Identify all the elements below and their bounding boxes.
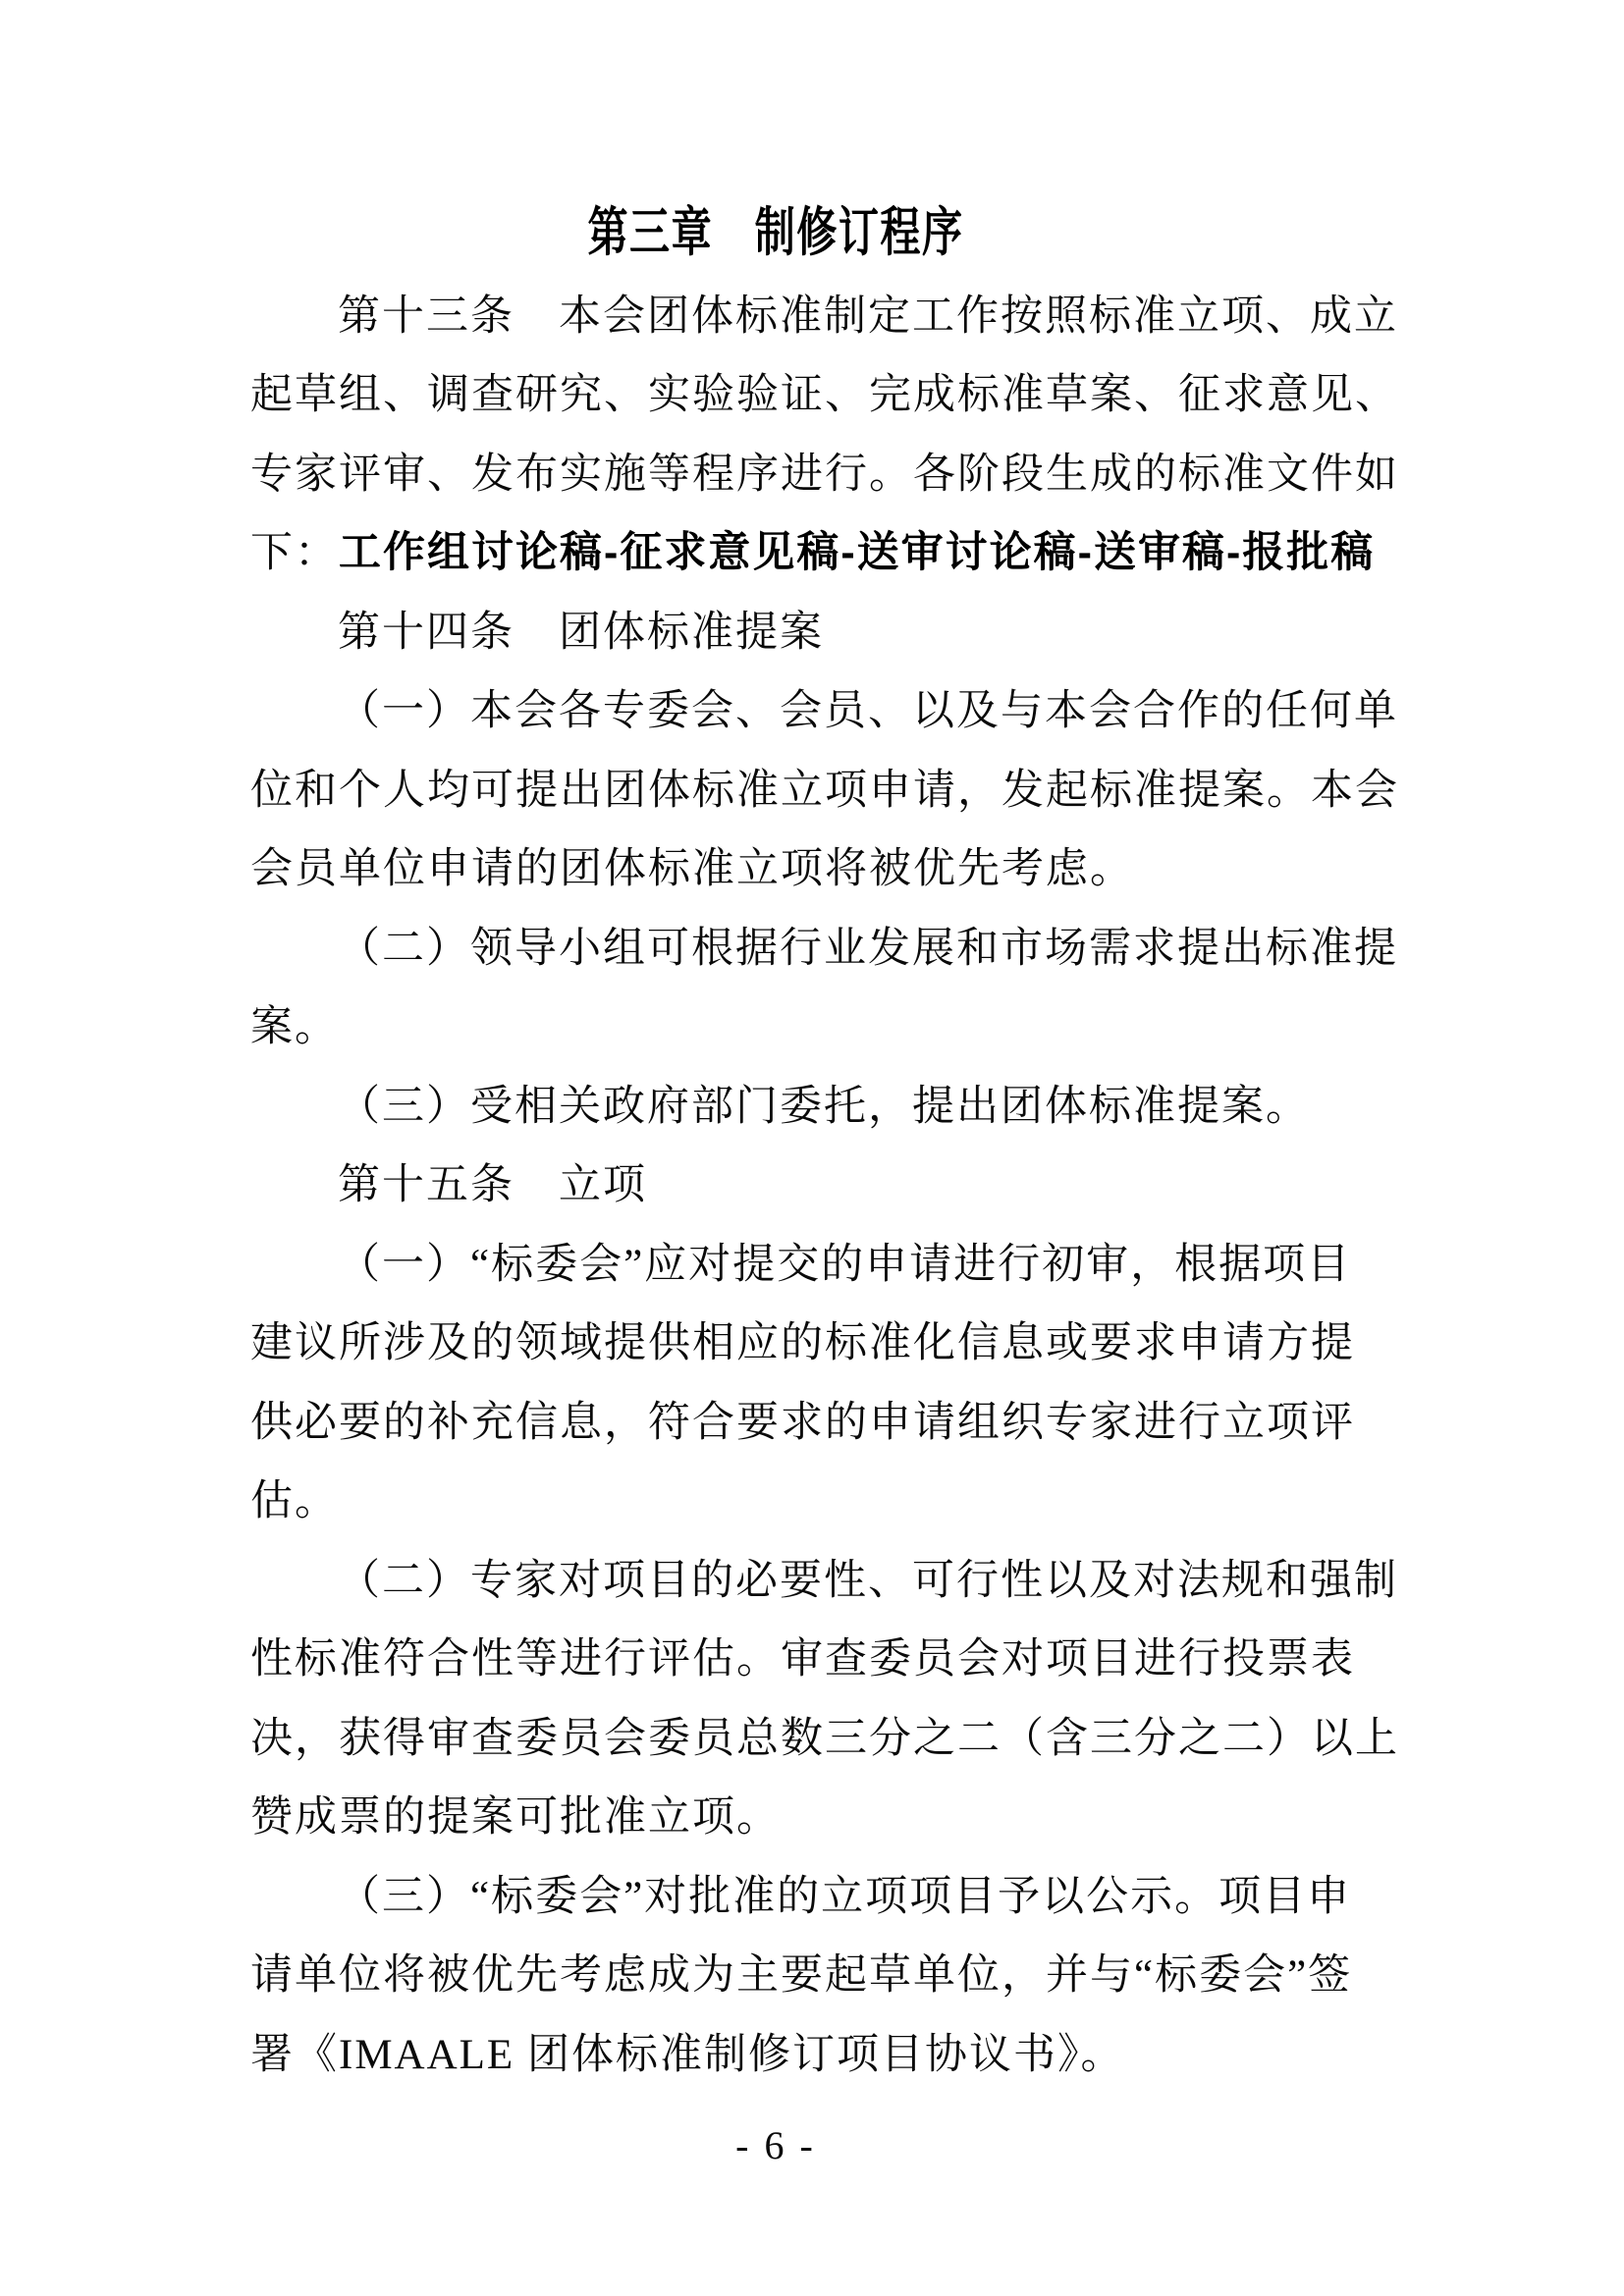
text-line <box>250 510 1384 590</box>
text-line: 第十三条 本会团体标准制定工作按照标准立项、成立 <box>338 293 1398 340</box>
text-line: 位和个人均可提出团体标准立项申请，发起标准提案。本会 <box>250 767 1399 814</box>
text-line: 专家评审、发布实施等程序进行。各阶段生成的标准文件如 <box>250 451 1399 498</box>
page-number: - 6 - <box>735 2123 816 2167</box>
text-line: 性标准符合性等进行评估。审查委员会对项目进行投票表 <box>250 1636 1355 1683</box>
text-line: 署《IMAALE 团体标准制修订项目协议书》。 <box>250 2031 1125 2078</box>
document-body <box>250 273 1399 2091</box>
text-line: 会员单位申请的团体标准立项将被优先考虑。 <box>250 846 1134 893</box>
text-line: 决，获得审查委员会委员总数三分之二（含三分之二）以上 <box>250 1715 1399 1762</box>
line-prefix: 下： <box>250 530 339 577</box>
text-line: 估。 <box>250 1478 339 1525</box>
text-line: （一）本会各专委会、会员、以及与本会合作的任何单 <box>338 688 1398 735</box>
text-line: （一）“标委会”应对提交的申请进行初审，根据项目 <box>338 1241 1352 1288</box>
text-line: 请单位将被优先考虑成为主要起草单位，并与“标委会”签 <box>250 1952 1353 2000</box>
text-line: （二）专家对项目的必要性、可行性以及对法规和强制 <box>338 1557 1398 1604</box>
chapter-title <box>0 200 1551 265</box>
standard-stages-bold-text: 工作组讨论稿-征求意见稿-送审讨论稿-送审稿-报批稿 <box>339 529 1376 577</box>
chapter-title-text: 第三章 制修订程序 <box>587 203 964 262</box>
text-line: （二）领导小组可根据行业发展和市场需求提出标准提 <box>338 925 1398 972</box>
text-line: （三）“标委会”对批准的立项项目予以公示。项目申 <box>338 1873 1352 1920</box>
text-line: （三）受相关政府部门委托，提出团体标准提案。 <box>338 1083 1310 1130</box>
text-line: 案。 <box>250 1004 339 1051</box>
text-line: 建议所涉及的领域提供相应的标准化信息或要求申请方提 <box>250 1320 1355 1367</box>
text-line: 供必要的补充信息，符合要求的申请组织专家进行立项评 <box>250 1399 1355 1446</box>
text-line: 赞成票的提案可批准立项。 <box>250 1794 781 1842</box>
text-line: 起草组、调查研究、实验验证、完成标准草案、征求意见、 <box>250 372 1399 419</box>
text-line: 第十五条 立项 <box>338 1162 647 1209</box>
text-line: 第十四条 团体标准提案 <box>338 609 824 656</box>
